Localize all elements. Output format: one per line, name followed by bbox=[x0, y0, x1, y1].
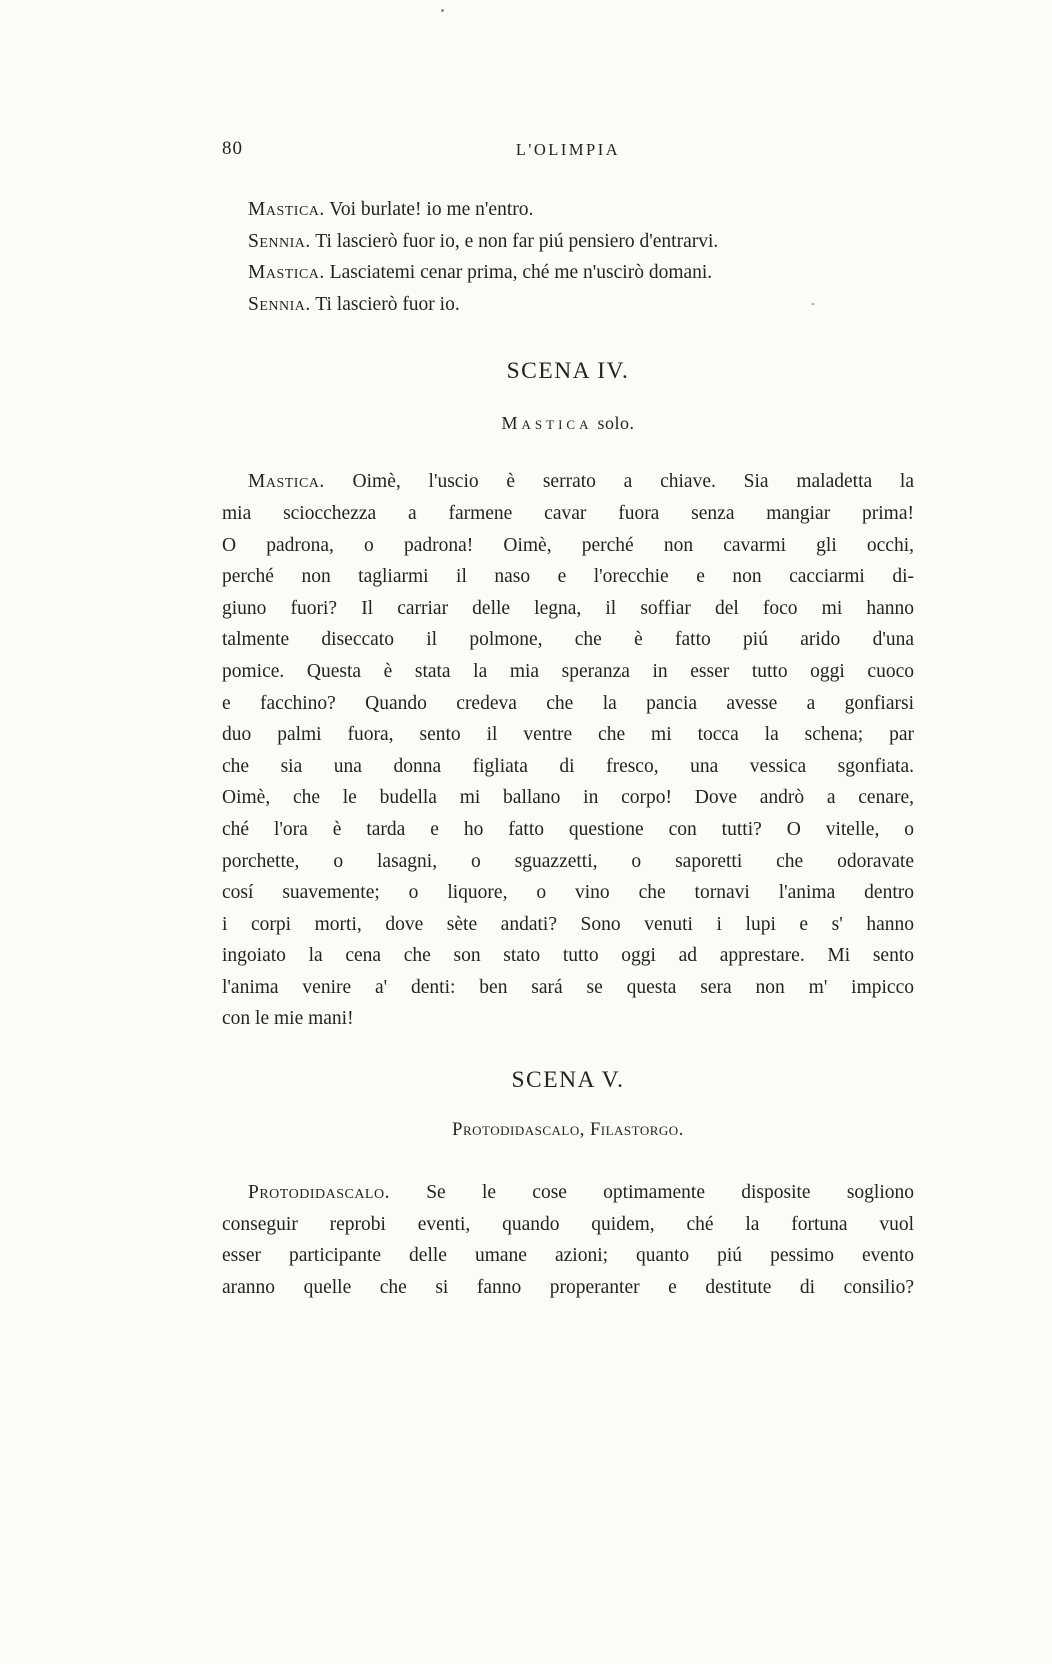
monologue-line: pomice. Questa è stata la mia speranza in esser tutto oggi cuoco bbox=[222, 660, 914, 682]
monologue-line: ingoiato la cena che son stato tutto oggi ad apprestare. Mi sento bbox=[222, 945, 914, 967]
monologue-line: Oimè, che le budella mi ballano in corpo! Dove andrò a cenare, bbox=[222, 787, 914, 809]
monologue-line: ché l'ora è tarda e ho fatto questione con tutti? O vitelle, o bbox=[222, 818, 914, 840]
monologue-line: con le mie mani! bbox=[222, 1008, 354, 1030]
scene-v-paragraph bbox=[222, 1177, 914, 1303]
monologue-line: e facchino? Quando credeva che la pancia avesse a gonfiarsi bbox=[222, 692, 914, 714]
scene-iv-cast-line bbox=[222, 412, 914, 434]
paragraph-line: aranno quelle che si fanno properanter e destitute di consilio? bbox=[222, 1276, 914, 1298]
page-header bbox=[222, 138, 914, 162]
dialogue-line bbox=[222, 226, 914, 258]
monologue-line: che sia una donna figliata di fresco, una vessica sgonfiata. bbox=[222, 755, 914, 777]
monologue-block bbox=[222, 466, 914, 1035]
monologue-line: O padrona, o padrona! Oimè, perché non cavarmi gli occhi, bbox=[222, 534, 914, 556]
speaker-name: Sennia. bbox=[248, 293, 311, 315]
monologue-line: perché non tagliarmi il naso e l'orecchie e non cacciarmi di- bbox=[222, 566, 914, 588]
speech-text: Oimè, l'uscio è serrato a chiave. Sia maladetta la bbox=[324, 471, 914, 493]
speaker-name: Mastica. bbox=[248, 471, 325, 493]
cast-name: Mastica bbox=[501, 413, 593, 434]
paragraph-line: esser participante delle umane azioni; quanto piú pessimo evento bbox=[222, 1245, 914, 1267]
speech-text: Lasciatemi cenar prima, ché me n'uscirò domani. bbox=[324, 262, 713, 284]
monologue-line: duo palmi fuora, sento il ventre che mi tocca la schena; par bbox=[222, 724, 914, 746]
monologue-line: giuno fuori? Il carriar delle legna, il soffiar del foco mi hanno bbox=[222, 597, 914, 619]
monologue-line: l'anima venire a' denti: ben sará se questa sera non m' impicco bbox=[222, 976, 914, 998]
speaker-name: Mastica. bbox=[248, 199, 325, 220]
dialogue-block bbox=[222, 194, 914, 320]
scan-artifact-dot bbox=[811, 303, 815, 305]
monologue-line: i corpi morti, dove sète andati? Sono venuti i lupi e s' hanno bbox=[222, 913, 914, 935]
scene-v-cast-line bbox=[222, 1119, 914, 1141]
monologue-line: mia sciocchezza a farmene cavar fuora senza mangiar prima! bbox=[222, 502, 914, 524]
paragraph-line: conseguir reprobi eventi, quando quidem, ché la fortuna vuol bbox=[222, 1213, 914, 1235]
scene-iv-heading: SCENA IV. bbox=[506, 358, 630, 385]
speaker-name: Protodidascalo. bbox=[248, 1182, 390, 1204]
dialogue-line bbox=[222, 289, 914, 321]
speaker-name: Mastica. bbox=[248, 262, 325, 284]
speech-text: Se le cose optimamente disposite sogliono bbox=[389, 1182, 914, 1204]
speech-text: Ti lascierò fuor io, e non far piú pensiero d'entrarvi. bbox=[310, 230, 719, 252]
scan-artifact-dot bbox=[441, 9, 444, 12]
cast-description: solo. bbox=[592, 413, 635, 434]
dialogue-line bbox=[222, 257, 914, 289]
page-number: 80 bbox=[222, 138, 243, 159]
paragraph-line bbox=[222, 1177, 914, 1209]
speech-text: Voi burlate! io me n'entro. bbox=[324, 199, 534, 220]
monologue-line: porchette, o lasagni, o sguazzetti, o saporetti che odoravate bbox=[222, 850, 914, 872]
monologue-line: cosí suavemente; o liquore, o vino che tornavi l'anima dentro bbox=[222, 882, 914, 904]
speaker-name: Sennia. bbox=[248, 230, 311, 252]
running-title: L'OLIMPIA bbox=[515, 140, 621, 159]
speech-text: Ti lascierò fuor io. bbox=[310, 293, 460, 315]
monologue-line bbox=[222, 466, 914, 498]
cast-names: Protodidascalo, Filastorgo. bbox=[452, 1120, 684, 1141]
monologue-line: talmente diseccato il polmone, che è fatto piú arido d'una bbox=[222, 629, 914, 651]
dialogue-line bbox=[222, 194, 914, 226]
scene-v-heading: SCENA V. bbox=[511, 1067, 625, 1094]
